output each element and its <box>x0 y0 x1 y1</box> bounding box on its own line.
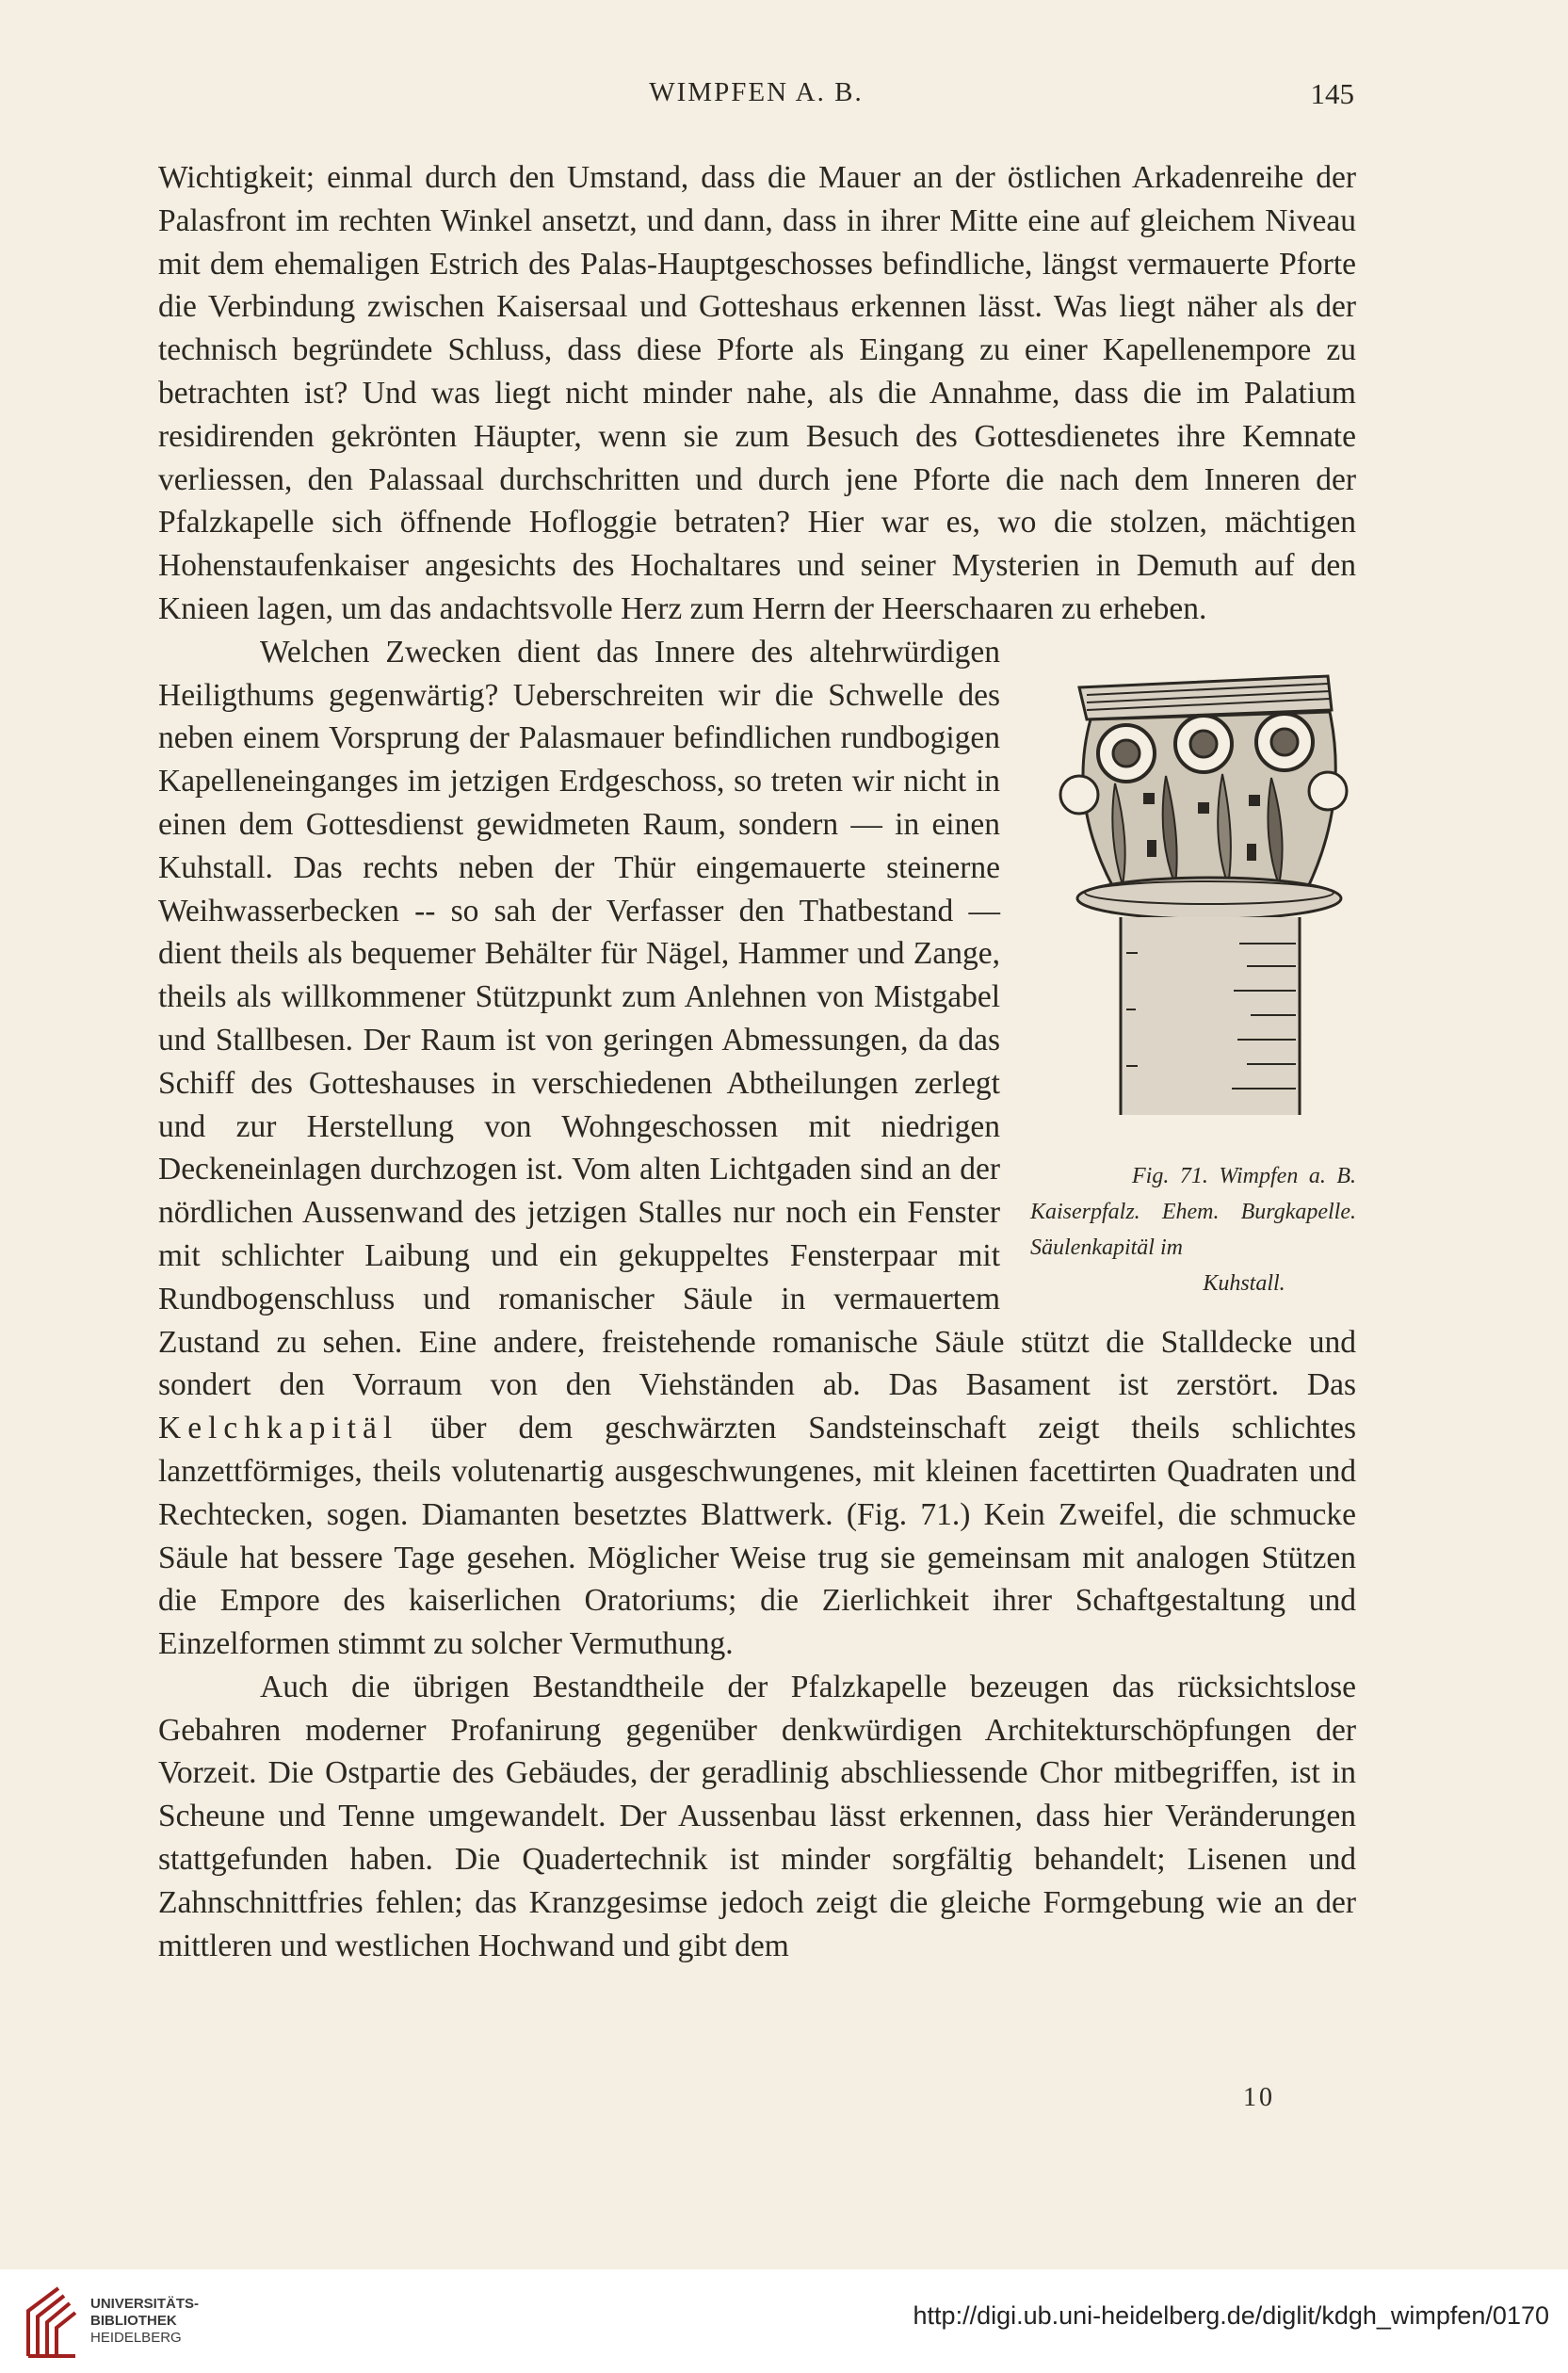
page-number: 145 <box>1310 77 1354 110</box>
paragraph-2-text-b: über dem geschwärzten Sandsteinschaft zeigt theils schlichtes lanzettförmiges, theils volutenartig ausgeschwungenes, mit kleinen facettirten Quadraten und Rechtecken, sogen. Diamanten besetztes Blattwerk. (Fig. 71.) Kein Zweifel, die schmucke Säule hat bessere Tage gesehen. Möglicher Weise trug sie gemeinsam mit analogen Stützen die Empore des kaiserlichen Oratoriums; die Zierlichkeit ihrer Schaftgestaltung und Einzelformen stimmt zu solcher Vermuthung. <box>158 1411 1357 1662</box>
paragraph-1: Wichtigkeit; einmal durch den Umstand, dass die Mauer an der östlichen Arkadenreihe der Palasfront im rechten Winkel ansetzt, und dann, dass in ihrer Mitte eine auf gleichem Niveau mit dem ehemaligen Estrich des Palas-Hauptgeschosses befindliche, längst vermauerte Pforte die Verbindung zwischen Kaisersaal und Gotteshaus erkennen lässt. Was liegt näher als der technisch begründete Schluss, dass diese Pforte als Eingang zu einer Kapellenempore zu betrachten ist? Und was liegt nicht minder nahe, als die Annahme, dass die im Palatium residirenden gekrönten Häupter, wenn sie zum Besuch des Gottesdienetes ihre Kemnate verliessen, den Palassaal durchschritten und durch jene Pforte die nach dem Inneren der Pfalzkapelle sich öffnende Hofloggie betraten? Hier war es, wo die stolzen, mächtigen Hohenstaufenkaiser angesichts des Hochaltares und seiner Mysterien in Demuth auf den Knieen lagen, um das andachtsvolle Herz zum Herrn der Heerschaaren zu erheben. <box>158 160 1356 626</box>
running-head <box>158 77 1354 119</box>
column-capital-illustration <box>1025 652 1356 1122</box>
library-name-line-1: UNIVERSITÄTS- <box>90 2296 200 2312</box>
paragraph-2 <box>158 631 1356 1666</box>
library-name <box>90 2296 199 2347</box>
signature-mark: 10 <box>1243 2083 1275 2112</box>
library-logo-icon <box>21 2283 83 2362</box>
spaced-term: Kelchkapitäl <box>158 1411 399 1446</box>
running-title: WIMPFEN A. B. <box>649 77 864 107</box>
figure-caption-last: Kuhstall. <box>1203 1270 1285 1296</box>
figure-71 <box>1025 631 1356 1296</box>
paragraph-2-text-a: Welchen Zwecken dient das Innere des altehrwürdigen Heiligthums gegenwärtig? Ueberschreiten wir die Schwelle des neben einem Vorsprung der Palasmauer befindlichen rundbogigen Kapelleneinganges im jetzigen Erdgeschoss, so treten wir nicht in einen dem Gottesdienst gewidmeten Raum, sondern — in einen Kuhstall. Das rechts neben der Thür eingemauerte steinerne Weihwasserbecken -- so sah der Verfasser den Thatbestand — dient theils als bequemer Behälter für Nägel, Hammer und Zange, theils als willkommener Stützpunkt zum Anlehnen von Mistgabel und Stallbesen. Der Raum ist von geringen Abmessungen, da das Schiff des Gotteshauses in verschiedenen Abtheilungen zerlegt und zur Herstellung von Wohngeschossen mit niedrigen Deckeneinlagen durchzogen ist. Vom alten Lichtgaden sind an der nördlichen Aussenwand des jetzigen Stalles nur noch ein Fenster mit schlichter Laibung und ein gekuppeltes Fensterpaar mit Rundbogenschluss und romanischer Säule in vermauertem Zustand zu sehen. Eine andere, freistehende romanische Säule stützt die Stalldecke und sondert den Vorraum von den Viehständen ab. Das Basament ist zerstört. Das <box>158 634 1356 1403</box>
paragraph-3: Auch die übrigen Bestandtheile der Pfalzkapelle bezeugen das rücksichtslose Gebahren moderner Profanirung gegenüber denkwürdigen Architekturschöpfungen der Vorzeit. Die Ostpartie des Gebäudes, der geradlinig abschliessende Chor mitbegriffen, ist in Scheune und Tenne umgewandelt. Der Aussenbau lässt erkennen, dass hier Veränderungen stattgefunden haben. Die Quadertechnik ist minder sorgfältig behandelt; Lisenen und Zahnschnittfries fehlen; das Kranzgesimse jedoch zeigt die gleiche Formgebung wie an der mittleren und westlichen Hochwand und gibt dem <box>158 1669 1356 1963</box>
footer-bar <box>0 2269 1568 2373</box>
permalink-url[interactable]: http://digi.ub.uni-heidelberg.de/diglit/kdgh_wimpfen/0170 <box>913 2301 1549 2330</box>
body-text <box>158 156 1356 1967</box>
figure-caption <box>1030 1158 1356 1301</box>
library-name-line-3: HEIDELBERG <box>90 2330 182 2346</box>
library-name-line-2: BIBLIOTHEK <box>90 2313 177 2329</box>
figure-caption-main: Fig. 71. Wimpfen a. B. Kaiserpfalz. Ehem. Burgkapelle. Säulenkapitäl im <box>1030 1163 1356 1260</box>
